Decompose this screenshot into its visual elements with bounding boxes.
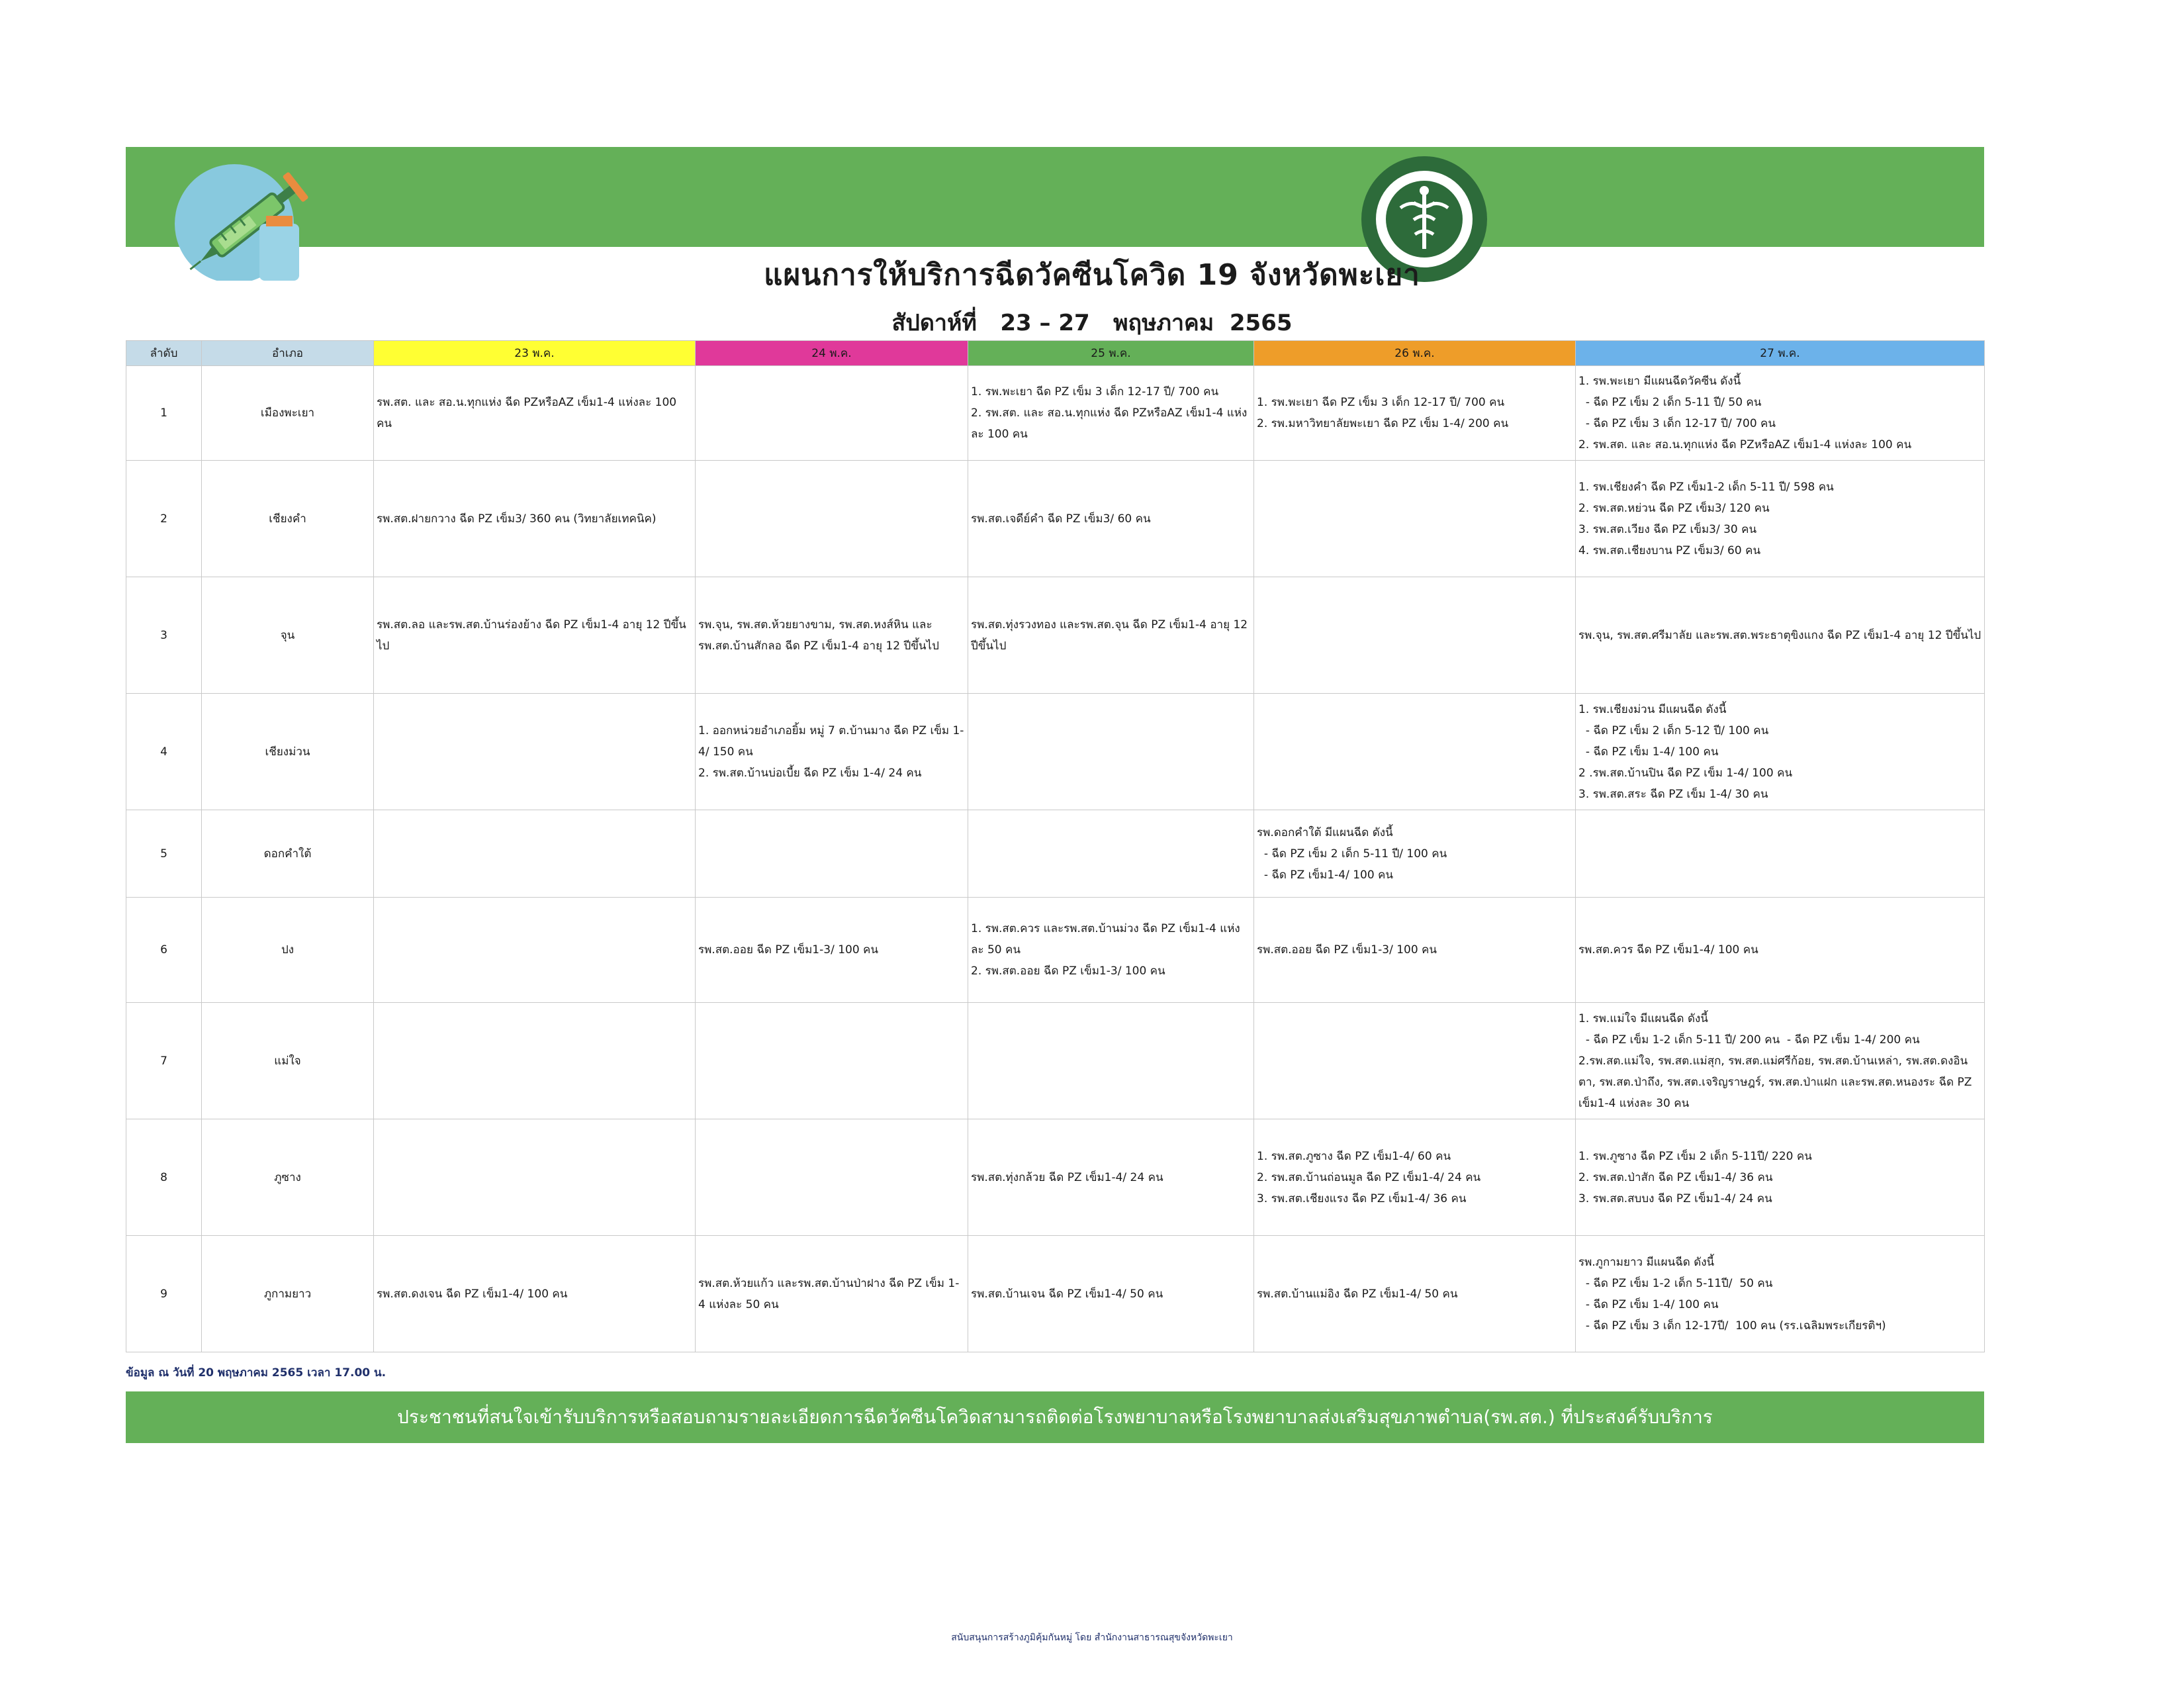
cell-day-25: รพ.สต.ทุ่งรวงทอง และรพ.สต.จุน ฉีด PZ เข็ม1-4 อายุ 12 ปีขึ้นไป <box>968 577 1254 694</box>
table-row <box>126 461 1985 577</box>
vaccination-schedule-table <box>126 340 1985 1352</box>
cell-day-27: 1. รพ.พะเยา มีแผนฉีดวัคซีน ดังนี้ - ฉีด PZ เข็ม 2 เด็ก 5-11 ปี/ 50 คน - ฉีด PZ เข็ม 3 เด็ก 12-17 ปี/ 700 คน 2. รพ.สต. และ สอ.น.ทุกแห่ง ฉีด PZหรือAZ เข็ม1-4 แห่งละ 100 คน <box>1576 366 1985 461</box>
cell-day-27: 1. รพ.เชียงม่วน มีแผนฉีด ดังนี้ - ฉีด PZ เข็ม 2 เด็ก 5-12 ปี/ 100 คน - ฉีด PZ เข็ม 1-4/ 100 คน 2 .รพ.สต.บ้านปิน ฉีด PZ เข็ม 1-4/ 100 คน 3. รพ.สต.สระ ฉีด PZ เข็ม 1-4/ 30 คน <box>1576 694 1985 810</box>
cell-day-27: 1. รพ.ภูซาง ฉีด PZ เข็ม 2 เด็ก 5-11ปี/ 220 คน 2. รพ.สต.ป่าสัก ฉีด PZ เข็ม1-4/ 36 คน 3. รพ.สต.สบบง ฉีด PZ เข็ม1-4/ 24 คน <box>1576 1119 1985 1236</box>
header-green-band <box>126 147 1984 247</box>
table-row <box>126 1003 1985 1119</box>
cell-day-24 <box>696 366 968 461</box>
cell-day-24: รพ.จุน, รพ.สต.ห้วยยางขาม, รพ.สต.หงส์หิน และรพ.สต.บ้านสักลอ ฉีด PZ เข็ม1-4 อายุ 12 ปีขึ้นไป <box>696 577 968 694</box>
table-row <box>126 1236 1985 1352</box>
cell-day-26 <box>1254 577 1576 694</box>
cell-day-25: รพ.สต.บ้านเจน ฉีด PZ เข็ม1-4/ 50 คน <box>968 1236 1254 1352</box>
row-number: 3 <box>126 577 202 694</box>
cell-day-26 <box>1254 461 1576 577</box>
cell-day-24: รพ.สต.ห้วยแก้ว และรพ.สต.บ้านป่าฝาง ฉีด PZ เข็ม 1-4 แห่งละ 50 คน <box>696 1236 968 1352</box>
cell-day-26: รพ.สต.ออย ฉีด PZ เข็ม1-3/ 100 คน <box>1254 898 1576 1003</box>
table-header-row <box>126 341 1985 366</box>
row-number: 1 <box>126 366 202 461</box>
district-name: เชียงม่วน <box>202 694 374 810</box>
contact-info-banner: ประชาชนที่สนใจเข้ารับบริการหรือสอบถามรายละเอียดการฉีดวัคซีนโควิดสามารถติดต่อโรงพยาบาลหรือโรงพยาบาลส่งเสริมสุขภาพตำบล(รพ.สต.) ที่ประสงค์รับบริการ <box>126 1391 1984 1443</box>
cell-day-24: 1. ออกหน่วยอำเภอยิ้ม หมู่ 7 ต.บ้านมาง ฉีด PZ เข็ม 1-4/ 150 คน 2. รพ.สต.บ้านบ่อเบี้ย ฉีด PZ เข็ม 1-4/ 24 คน <box>696 694 968 810</box>
cell-day-23 <box>374 1003 696 1119</box>
district-name: ปง <box>202 898 374 1003</box>
cell-day-27: 1. รพ.แม่ใจ มีแผนฉีด ดังนี้ - ฉีด PZ เข็ม 1-2 เด็ก 5-11 ปี/ 200 คน - ฉีด PZ เข็ม 1-4/ 200 คน 2.รพ.สต.แม่ใจ, รพ.สต.แม่สุก, รพ.สต.แม่ศรีก้อย, รพ.สต.บ้านเหล่า, รพ.สต.ดงอินตา, รพ.สต.ป่าถึง, รพ.สต.เจริญราษฎร์, รพ.สต.ป่าแฝก และรพ.สต.หนองระ ฉีด PZ เข็ม1-4 แห่งละ 30 คน <box>1576 1003 1985 1119</box>
row-number: 7 <box>126 1003 202 1119</box>
cell-day-26: 1. รพ.พะเยา ฉีด PZ เข็ม 3 เด็ก 12-17 ปี/ 700 คน 2. รพ.มหาวิทยาลัยพะเยา ฉีด PZ เข็ม 1-4/ 200 คน <box>1254 366 1576 461</box>
district-name: ดอกคำใต้ <box>202 810 374 898</box>
cell-day-23: รพ.สต. และ สอ.น.ทุกแห่ง ฉีด PZหรือAZ เข็ม1-4 แห่งละ 100 คน <box>374 366 696 461</box>
cell-day-25: รพ.สต.เจดีย์คำ ฉีด PZ เข็ม3/ 60 คน <box>968 461 1254 577</box>
header-district: อำเภอ <box>202 341 374 366</box>
header-day-27: 27 พ.ค. <box>1576 341 1985 366</box>
cell-day-23 <box>374 810 696 898</box>
district-name: ภูซาง <box>202 1119 374 1236</box>
row-number: 5 <box>126 810 202 898</box>
page-title: แผนการให้บริการฉีดวัคซีนโควิด 19 จังหวัดพะเยา <box>764 258 1420 292</box>
row-number: 9 <box>126 1236 202 1352</box>
cell-day-25 <box>968 1003 1254 1119</box>
cell-day-24 <box>696 1119 968 1236</box>
table-row <box>126 577 1985 694</box>
data-timestamp: ข้อมูล ณ วันที่ 20 พฤษภาคม 2565 เวลา 17.00 น. <box>126 1366 387 1380</box>
district-name: จุน <box>202 577 374 694</box>
cell-day-26: 1. รพ.สต.ภูซาง ฉีด PZ เข็ม1-4/ 60 คน 2. รพ.สต.บ้านถ่อนมูล ฉีด PZ เข็ม1-4/ 24 คน 3. รพ.สต.เชียงแรง ฉีด PZ เข็ม1-4/ 36 คน <box>1254 1119 1576 1236</box>
header-day-24: 24 พ.ค. <box>696 341 968 366</box>
district-name: แม่ใจ <box>202 1003 374 1119</box>
header-day-23: 23 พ.ค. <box>374 341 696 366</box>
cell-day-24 <box>696 1003 968 1119</box>
header-day-26: 26 พ.ค. <box>1254 341 1576 366</box>
cell-day-23: รพ.สต.ดงเจน ฉีด PZ เข็ม1-4/ 100 คน <box>374 1236 696 1352</box>
week-subtitle: สัปดาห์ที่ 23 – 27 พฤษภาคม 2565 <box>891 310 1293 336</box>
table-row <box>126 366 1985 461</box>
row-number: 4 <box>126 694 202 810</box>
cell-day-26 <box>1254 1003 1576 1119</box>
cell-day-25: 1. รพ.พะเยา ฉีด PZ เข็ม 3 เด็ก 12-17 ปี/ 700 คน 2. รพ.สต. และ สอ.น.ทุกแห่ง ฉีด PZหรือAZ เข็ม1-4 แห่งละ 100 คน <box>968 366 1254 461</box>
row-number: 6 <box>126 898 202 1003</box>
cell-day-27: รพ.สต.ควร ฉีด PZ เข็ม1-4/ 100 คน <box>1576 898 1985 1003</box>
cell-day-24 <box>696 810 968 898</box>
cell-day-26: รพ.สต.บ้านแม่อิง ฉีด PZ เข็ม1-4/ 50 คน <box>1254 1236 1576 1352</box>
cell-day-25: 1. รพ.สต.ควร และรพ.สต.บ้านม่วง ฉีด PZ เข็ม1-4 แห่งละ 50 คน 2. รพ.สต.ออย ฉีด PZ เข็ม1-3/ 100 คน <box>968 898 1254 1003</box>
row-number: 8 <box>126 1119 202 1236</box>
cell-day-23 <box>374 1119 696 1236</box>
table-row <box>126 1119 1985 1236</box>
cell-day-25 <box>968 694 1254 810</box>
cell-day-26 <box>1254 694 1576 810</box>
cell-day-27: รพ.ภูกามยาว มีแผนฉีด ดังนี้ - ฉีด PZ เข็ม 1-2 เด็ก 5-11ปี/ 50 คน - ฉีด PZ เข็ม 1-4/ 100 คน - ฉีด PZ เข็ม 3 เด็ก 12-17ปี/ 100 คน (รร.เฉลิมพระเกียรติฯ) <box>1576 1236 1985 1352</box>
district-name: เมืองพะเยา <box>202 366 374 461</box>
footer-credit: สนับสนุนการสร้างภูมิคุ้มกันหมู่ โดย สำนักงานสาธารณสุขจังหวัดพะเยา <box>951 1632 1233 1643</box>
cell-day-23: รพ.สต.ลอ และรพ.สต.บ้านร่องย้าง ฉีด PZ เข็ม1-4 อายุ 12 ปีขึ้นไป <box>374 577 696 694</box>
cell-day-25 <box>968 810 1254 898</box>
district-name: ภูกามยาว <box>202 1236 374 1352</box>
cell-day-23 <box>374 694 696 810</box>
district-name: เชียงคำ <box>202 461 374 577</box>
header-day-25: 25 พ.ค. <box>968 341 1254 366</box>
cell-day-24: รพ.สต.ออย ฉีด PZ เข็ม1-3/ 100 คน <box>696 898 968 1003</box>
table-row <box>126 694 1985 810</box>
cell-day-23: รพ.สต.ฝายกวาง ฉีด PZ เข็ม3/ 360 คน (วิทยาลัยเทคนิค) <box>374 461 696 577</box>
cell-day-26: รพ.ดอกคำใต้ มีแผนฉีด ดังนี้ - ฉีด PZ เข็ม 2 เด็ก 5-11 ปี/ 100 คน - ฉีด PZ เข็ม1-4/ 100 คน <box>1254 810 1576 898</box>
cell-day-23 <box>374 898 696 1003</box>
header-no: ลำดับ <box>126 341 202 366</box>
table-row <box>126 810 1985 898</box>
row-number: 2 <box>126 461 202 577</box>
cell-day-25: รพ.สต.ทุ่งกล้วย ฉีด PZ เข็ม1-4/ 24 คน <box>968 1119 1254 1236</box>
cell-day-27: 1. รพ.เชียงคำ ฉีด PZ เข็ม1-2 เด็ก 5-11 ปี/ 598 คน 2. รพ.สต.หย่วน ฉีด PZ เข็ม3/ 120 คน 3. รพ.สต.เวียง ฉีด PZ เข็ม3/ 30 คน 4. รพ.สต.เชียงบาน PZ เข็ม3/ 60 คน <box>1576 461 1985 577</box>
table-row <box>126 898 1985 1003</box>
cell-day-24 <box>696 461 968 577</box>
cell-day-27: รพ.จุน, รพ.สต.ศรีมาลัย และรพ.สต.พระธาตุขิงแกง ฉีด PZ เข็ม1-4 อายุ 12 ปีขึ้นไป <box>1576 577 1985 694</box>
cell-day-27 <box>1576 810 1985 898</box>
